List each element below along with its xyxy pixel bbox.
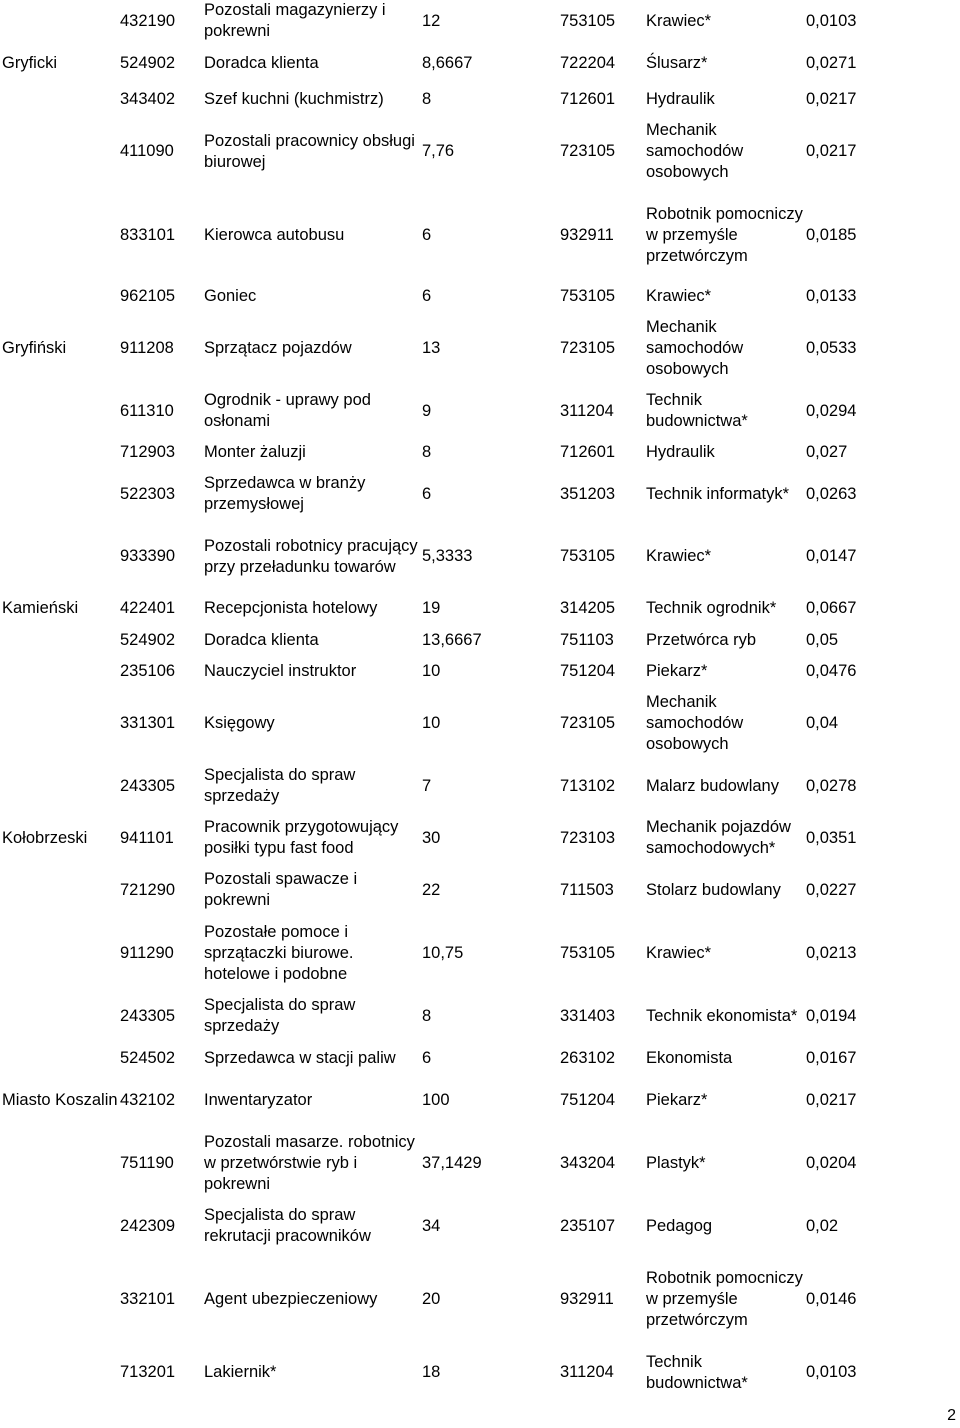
deficit-code-cell: 332101 xyxy=(120,1289,176,1308)
share-cell: 0,0204 xyxy=(806,1153,857,1172)
deficit-occupation-cell: Sprzątacz pojazdów xyxy=(204,339,352,357)
table-row xyxy=(0,468,960,520)
table-row xyxy=(0,84,960,114)
ratio-cell: 8 xyxy=(422,443,432,461)
deficit-code-cell: 712903 xyxy=(120,443,176,461)
county-cell xyxy=(0,1126,120,1200)
surplus-code-cell: 751204 xyxy=(560,662,616,680)
table-row xyxy=(0,520,960,593)
surplus-code-cell: 722204 xyxy=(560,53,616,72)
county-cell xyxy=(0,656,120,687)
deficit-occupation-cell: Doradca klienta xyxy=(204,630,319,649)
county-cell xyxy=(0,281,120,312)
surplus-occupation-cell: Malarz budowlany xyxy=(646,776,779,795)
share-cell: 0,0271 xyxy=(806,53,857,72)
surplus-code-cell: 311204 xyxy=(560,1363,614,1381)
share-cell: 0,0227 xyxy=(806,880,857,899)
deficit-code-cell: 962105 xyxy=(120,287,176,305)
surplus-occupation-cell: Hydraulik xyxy=(646,89,715,108)
deficit-code-cell: 411090 xyxy=(120,142,174,160)
deficit-code-cell: 611310 xyxy=(120,401,174,420)
deficit-occupation-cell: Pozostałe pomoce i sprzątaczki biurowe. hotelowe i podobne xyxy=(204,922,354,983)
county-cell xyxy=(0,687,120,760)
deficit-occupation-cell: Recepcjonista hotelowy xyxy=(204,599,378,617)
table-row xyxy=(0,687,960,760)
deficit-code-cell: 833101 xyxy=(120,225,176,244)
ratio-cell: 7,76 xyxy=(422,142,455,160)
deficit-code-cell: 432190 xyxy=(120,11,176,30)
surplus-occupation-cell: Mechanik samochodów osobowych xyxy=(646,318,744,378)
share-cell: 0,0533 xyxy=(806,339,857,357)
surplus-code-cell: 723103 xyxy=(560,828,616,847)
surplus-occupation-cell: Pedagog xyxy=(646,1216,713,1235)
county-cell xyxy=(0,1200,120,1252)
ratio-cell: 8,6667 xyxy=(422,53,473,72)
ratio-cell: 19 xyxy=(422,599,441,617)
deficit-occupation-cell: Doradca klienta xyxy=(204,53,319,72)
surplus-code-cell: 712601 xyxy=(560,89,616,108)
county-cell: Kamieński xyxy=(2,599,79,617)
county-cell xyxy=(0,468,120,520)
surplus-occupation-cell: Stolarz budowlany xyxy=(646,880,781,899)
deficit-occupation-cell: Inwentaryzator xyxy=(204,1090,313,1109)
surplus-code-cell: 753105 xyxy=(560,547,616,565)
deficit-occupation-cell: Monter żaluzji xyxy=(204,443,306,461)
deficit-occupation-cell: Sprzedawca w branży przemysłowej xyxy=(204,474,366,513)
deficit-occupation-cell: Specjalista do spraw sprzedaży xyxy=(204,766,356,805)
ratio-cell: 7 xyxy=(422,776,432,795)
deficit-code-cell: 522303 xyxy=(120,484,176,503)
share-cell: 0,0351 xyxy=(806,828,857,847)
deficit-code-cell: 235106 xyxy=(120,662,176,680)
share-cell: 0,0103 xyxy=(806,11,857,30)
surplus-code-cell: 751103 xyxy=(560,630,614,649)
deficit-code-cell: 933390 xyxy=(120,547,176,565)
deficit-occupation-cell: Pozostali robotnicy pracujący przy przeładunku towarów xyxy=(204,536,418,576)
table-row xyxy=(0,42,960,84)
county-cell xyxy=(0,189,120,281)
ratio-cell: 100 xyxy=(422,1090,450,1109)
county-cell xyxy=(0,624,120,656)
deficit-code-cell: 911290 xyxy=(120,943,174,962)
deficit-occupation-cell: Pozostali magazynierzy i pokrewni xyxy=(204,1,386,40)
surplus-occupation-cell: Ślusarz* xyxy=(646,53,708,72)
surplus-code-cell: 723105 xyxy=(560,714,616,732)
deficit-code-cell: 911208 xyxy=(120,339,174,357)
surplus-code-cell: 723105 xyxy=(560,339,616,357)
surplus-code-cell: 932911 xyxy=(560,225,614,244)
ratio-cell: 22 xyxy=(422,880,441,899)
share-cell: 0,0476 xyxy=(806,662,857,680)
deficit-occupation-cell: Sprzedawca w stacji paliw xyxy=(204,1048,396,1067)
share-cell: 0,0667 xyxy=(806,599,857,617)
surplus-code-cell: 351203 xyxy=(560,484,616,503)
ratio-cell: 8 xyxy=(422,1006,432,1025)
ratio-cell: 13,6667 xyxy=(422,630,482,649)
ratio-cell: 10,75 xyxy=(422,943,464,962)
deficit-code-cell: 524902 xyxy=(120,630,176,649)
surplus-occupation-cell: Robotnik pomocniczy w przemyśle przetwórczym xyxy=(646,204,803,265)
share-cell: 0,027 xyxy=(806,443,848,461)
surplus-code-cell: 713102 xyxy=(560,776,616,795)
share-cell: 0,0147 xyxy=(806,547,857,565)
surplus-occupation-cell: Hydraulik xyxy=(646,443,715,461)
table-row xyxy=(0,1346,960,1399)
share-cell: 0,0167 xyxy=(806,1048,857,1067)
county-cell: Miasto Koszalin xyxy=(2,1090,118,1109)
surplus-occupation-cell: Krawiec* xyxy=(646,11,712,30)
table-row xyxy=(0,114,960,189)
surplus-occupation-cell: Przetwórca ryb xyxy=(646,630,757,649)
county-cell xyxy=(0,84,120,114)
ratio-cell: 34 xyxy=(422,1216,441,1235)
ratio-cell: 30 xyxy=(422,828,441,847)
deficit-occupation-cell: Pozostali spawacze i pokrewni xyxy=(204,870,358,909)
deficit-code-cell: 343402 xyxy=(120,89,176,108)
deficit-occupation-cell: Agent ubezpieczeniowy xyxy=(204,1289,378,1308)
surplus-occupation-cell: Mechanik pojazdów samochodowych* xyxy=(646,818,791,857)
surplus-occupation-cell: Mechanik samochodów osobowych xyxy=(646,693,744,753)
share-cell: 0,0213 xyxy=(806,943,857,962)
share-cell: 0,0185 xyxy=(806,225,857,244)
deficit-code-cell: 432102 xyxy=(120,1090,176,1109)
county-cell xyxy=(0,0,120,42)
surplus-occupation-cell: Ekonomista xyxy=(646,1048,733,1067)
deficit-code-cell: 751190 xyxy=(120,1153,174,1172)
table-row xyxy=(0,385,960,437)
deficit-code-cell: 422401 xyxy=(120,599,176,617)
table-row xyxy=(0,189,960,281)
deficit-code-cell: 331301 xyxy=(120,714,176,732)
share-cell: 0,0146 xyxy=(806,1289,857,1308)
county-cell: Gryficki xyxy=(2,53,57,72)
ratio-cell: 10 xyxy=(422,714,441,732)
surplus-occupation-cell: Krawiec* xyxy=(646,943,712,962)
ratio-cell: 37,1429 xyxy=(422,1153,482,1172)
surplus-occupation-cell: Plastyk* xyxy=(646,1153,706,1172)
table-row xyxy=(0,760,960,812)
surplus-code-cell: 711503 xyxy=(560,880,614,899)
ratio-cell: 13 xyxy=(422,339,441,357)
county-cell xyxy=(0,1346,120,1399)
deficit-code-cell: 524902 xyxy=(120,53,176,72)
table-row xyxy=(0,624,960,656)
deficit-occupation-cell: Specjalista do spraw rekrutacji pracowników xyxy=(204,1206,371,1245)
county-cell: Kołobrzeski xyxy=(2,828,88,847)
ratio-cell: 18 xyxy=(422,1363,441,1381)
surplus-code-cell: 331403 xyxy=(560,1006,616,1025)
county-cell xyxy=(0,864,120,916)
surplus-code-cell: 311204 xyxy=(560,401,614,420)
share-cell: 0,0103 xyxy=(806,1363,857,1381)
ratio-cell: 6 xyxy=(422,287,432,305)
surplus-occupation-cell: Technik budownictwa* xyxy=(646,391,748,430)
table-row xyxy=(0,437,960,468)
surplus-occupation-cell: Technik ogrodnik* xyxy=(646,599,777,617)
ratio-cell: 8 xyxy=(422,89,432,108)
table-row xyxy=(0,593,960,624)
deficit-code-cell: 941101 xyxy=(120,828,174,847)
deficit-code-cell: 243305 xyxy=(120,1006,176,1025)
deficit-code-cell: 242309 xyxy=(120,1216,176,1235)
table-row xyxy=(0,1200,960,1252)
county-cell xyxy=(0,520,120,593)
county-cell: Gryfiński xyxy=(2,339,67,357)
surplus-occupation-cell: Robotnik pomocniczy w przemyśle przetwórczym xyxy=(646,1268,803,1329)
surplus-code-cell: 712601 xyxy=(560,443,616,461)
share-cell: 0,02 xyxy=(806,1216,839,1235)
share-cell: 0,0133 xyxy=(806,287,857,305)
share-cell: 0,0217 xyxy=(806,89,857,108)
county-cell xyxy=(0,916,120,990)
deficit-code-cell: 524502 xyxy=(120,1048,176,1067)
deficit-occupation-cell: Szef kuchni (kuchmistrz) xyxy=(204,89,384,108)
surplus-code-cell: 753105 xyxy=(560,11,616,30)
surplus-occupation-cell: Krawiec* xyxy=(646,287,712,305)
table-row xyxy=(0,1252,960,1346)
ratio-cell: 6 xyxy=(422,484,432,503)
ratio-cell: 20 xyxy=(422,1289,441,1308)
county-cell xyxy=(0,1252,120,1346)
deficit-code-cell: 721290 xyxy=(120,880,176,899)
share-cell: 0,0194 xyxy=(806,1006,857,1025)
table-row xyxy=(0,812,960,864)
deficit-occupation-cell: Specjalista do spraw sprzedaży xyxy=(204,996,356,1035)
surplus-occupation-cell: Technik informatyk* xyxy=(646,484,790,503)
table-row xyxy=(0,656,960,687)
surplus-code-cell: 235107 xyxy=(560,1216,616,1235)
share-cell: 0,0278 xyxy=(806,776,857,795)
table-row xyxy=(0,916,960,990)
share-cell: 0,0217 xyxy=(806,1090,857,1109)
county-cell xyxy=(0,990,120,1042)
surplus-code-cell: 932911 xyxy=(560,1289,614,1308)
surplus-code-cell: 723105 xyxy=(560,142,616,160)
ratio-cell: 9 xyxy=(422,401,432,420)
table-row xyxy=(0,1074,960,1126)
deficit-occupation-cell: Pracownik przygotowujący posiłki typu fast food xyxy=(204,818,399,857)
share-cell: 0,0217 xyxy=(806,142,857,160)
table-row xyxy=(0,990,960,1042)
county-cell xyxy=(0,114,120,189)
county-cell xyxy=(0,385,120,437)
ratio-cell: 10 xyxy=(422,662,441,680)
county-cell xyxy=(0,437,120,468)
deficit-occupation-cell: Goniec xyxy=(204,287,257,305)
deficit-occupation-cell: Lakiernik* xyxy=(204,1363,277,1381)
page-number: 2 xyxy=(947,1407,956,1424)
ratio-cell: 6 xyxy=(422,1048,432,1067)
county-cell xyxy=(0,1042,120,1074)
table-row xyxy=(0,312,960,385)
deficit-occupation-cell: Kierowca autobusu xyxy=(204,225,345,244)
surplus-occupation-cell: Piekarz* xyxy=(646,1090,708,1109)
deficit-code-cell: 243305 xyxy=(120,776,176,795)
share-cell: 0,04 xyxy=(806,714,839,732)
ratio-cell: 5,3333 xyxy=(422,547,473,565)
table-row xyxy=(0,864,960,916)
surplus-occupation-cell: Piekarz* xyxy=(646,662,708,680)
deficit-occupation-cell: Księgowy xyxy=(204,714,275,732)
table-row xyxy=(0,0,960,42)
surplus-code-cell: 751204 xyxy=(560,1090,616,1109)
table-row xyxy=(0,1126,960,1200)
county-cell xyxy=(0,760,120,812)
surplus-code-cell: 753105 xyxy=(560,287,616,305)
surplus-code-cell: 314205 xyxy=(560,599,616,617)
table-row xyxy=(0,281,960,312)
ratio-cell: 6 xyxy=(422,225,432,244)
surplus-occupation-cell: Mechanik samochodów osobowych xyxy=(646,121,744,181)
deficit-code-cell: 713201 xyxy=(120,1363,176,1381)
ratio-cell: 12 xyxy=(422,11,441,30)
deficit-occupation-cell: Pozostali pracownicy obsługi biurowej xyxy=(204,131,415,171)
surplus-occupation-cell: Technik budownictwa* xyxy=(646,1352,748,1392)
share-cell: 0,05 xyxy=(806,630,839,649)
share-cell: 0,0294 xyxy=(806,401,857,420)
surplus-code-cell: 263102 xyxy=(560,1048,616,1067)
surplus-code-cell: 753105 xyxy=(560,943,616,962)
surplus-occupation-cell: Technik ekonomista* xyxy=(646,1006,798,1025)
deficit-occupation-cell: Nauczyciel instruktor xyxy=(204,662,357,680)
deficit-occupation-cell: Pozostali masarze. robotnicy w przetwórstwie ryb i pokrewni xyxy=(204,1132,415,1193)
surplus-occupation-cell: Krawiec* xyxy=(646,547,712,565)
share-cell: 0,0263 xyxy=(806,484,857,503)
surplus-code-cell: 343204 xyxy=(560,1153,616,1172)
deficit-occupation-cell: Ogrodnik - uprawy pod osłonami xyxy=(204,391,371,430)
table-row xyxy=(0,1042,960,1074)
